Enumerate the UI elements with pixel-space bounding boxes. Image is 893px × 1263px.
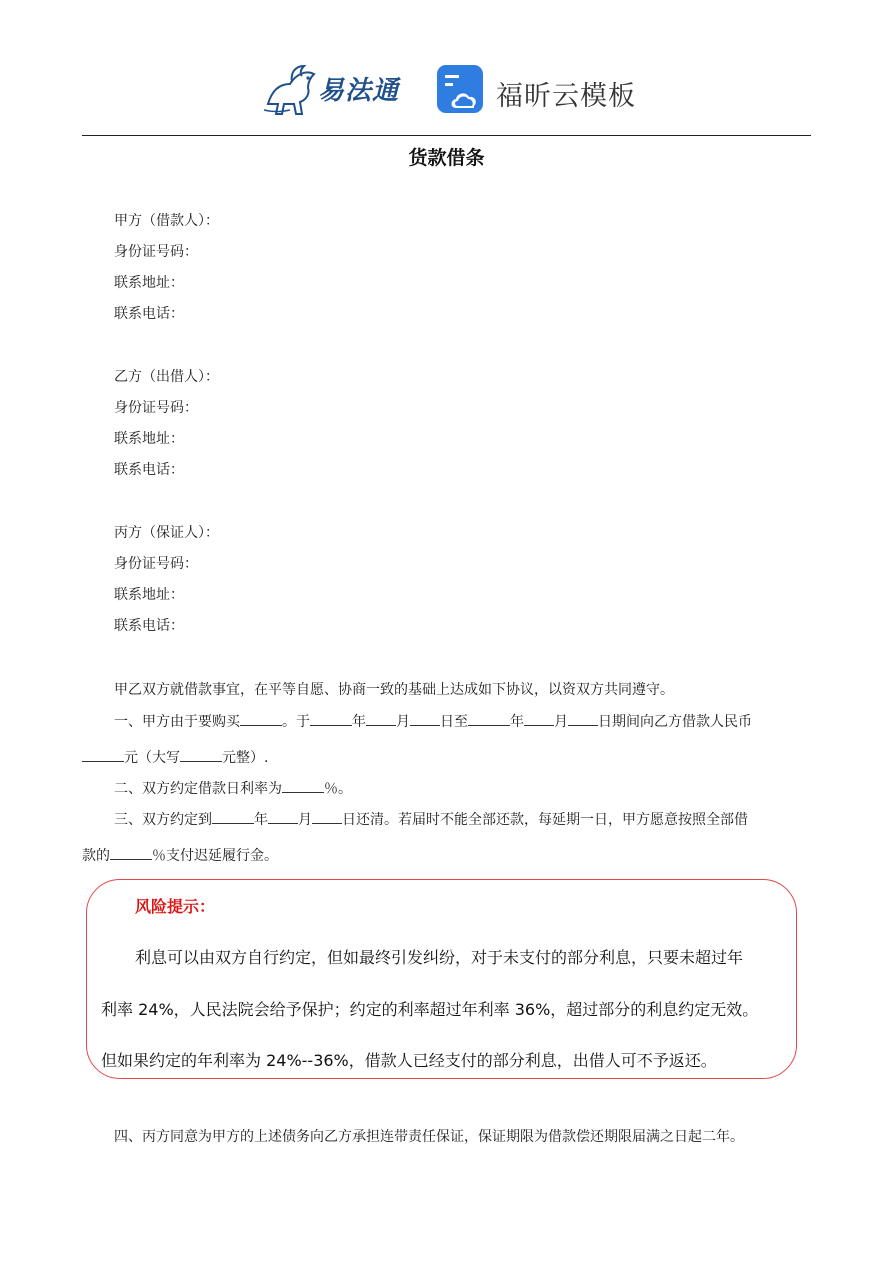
clause-3-line-2: [82, 845, 812, 866]
risk-notice-line-1: 利息可以由双方自行约定，但如最终引发纠纷，对于未支付的部分利息，只要未超过年: [135, 948, 744, 967]
penalty-rate-blank[interactable]: [110, 845, 152, 860]
clause-3-text: 月: [298, 812, 312, 828]
party-b-id-label: 身份证号码：: [114, 400, 198, 416]
clause-4: [82, 1127, 812, 1147]
clause-1-line-2: [82, 747, 812, 768]
qilin-icon: [262, 60, 320, 118]
clause-3-text: 款的: [82, 848, 110, 864]
party-b-address-label: 联系地址：: [114, 431, 184, 447]
amount-blank[interactable]: [82, 747, 124, 762]
header-logos: [0, 58, 893, 128]
daily-rate-blank[interactable]: [282, 778, 324, 793]
end-month-blank[interactable]: [524, 711, 554, 726]
cloud-template-icon: [436, 64, 486, 116]
clause-3-text: ％支付迟延履行金。: [152, 848, 278, 864]
clause-1-text: 。于: [282, 714, 310, 730]
start-month-blank[interactable]: [366, 711, 396, 726]
risk-notice-line-3: 但如果约定的年利率为 24%--36%，借款人已经支付的部分利息，出借人可不予返还。: [101, 1051, 717, 1070]
clause-2-text: 二、双方约定借款日利率为: [114, 781, 282, 797]
party-a-id-label: 身份证号码：: [114, 244, 198, 260]
risk-notice-line-2: 利率 24%，人民法院会给予保护；约定的利率超过年利率 36%，超过部分的利息约定无效。: [101, 1000, 759, 1019]
risk-notice-box: [86, 879, 797, 1079]
clause-2: [82, 778, 812, 799]
amount-uppercase-blank[interactable]: [180, 747, 222, 762]
start-day-blank[interactable]: [410, 711, 440, 726]
party-c-phone-label: 联系电话：: [114, 618, 184, 634]
start-year-blank[interactable]: [310, 711, 352, 726]
header-divider: [82, 135, 811, 136]
risk-notice-title: 风险提示：: [135, 897, 216, 916]
clause-1-text: 年: [510, 714, 524, 730]
party-c-address-label: 联系地址：: [114, 587, 184, 603]
end-year-blank[interactable]: [468, 711, 510, 726]
clause-1-text: 日期间向乙方借款人民币: [598, 714, 752, 730]
intro-text: 甲乙双方就借款事宜，在平等自愿、协商一致的基础上达成如下协议，以资双方共同遵守。: [114, 682, 674, 698]
clause-1-text: 年: [352, 714, 366, 730]
party-a-address-label: 联系地址：: [114, 275, 184, 291]
yifatong-logo: [262, 60, 412, 120]
yifatong-brand-text: 易法通: [318, 76, 400, 106]
party-a-phone-label: 联系电话：: [114, 306, 184, 322]
party-b-phone-label: 联系电话：: [114, 462, 184, 478]
party-a-label: 甲方（借款人）：: [114, 213, 219, 229]
repay-year-blank[interactable]: [212, 809, 254, 824]
clause-1-text: 月: [396, 714, 410, 730]
clause-1-text: 日至: [440, 714, 468, 730]
party-b-label: 乙方（出借人）：: [114, 369, 219, 385]
party-c-id-label: 身份证号码：: [114, 556, 198, 572]
purchase-item-blank[interactable]: [240, 711, 282, 726]
party-c-label: 丙方（保证人）：: [114, 525, 219, 541]
repay-month-blank[interactable]: [268, 809, 298, 824]
clause-1-text: 元（大写: [124, 750, 180, 766]
repay-day-blank[interactable]: [312, 809, 342, 824]
fuxin-logo: [436, 64, 636, 120]
document-title: 货款借条: [408, 147, 485, 169]
intro-paragraph: [82, 680, 812, 700]
clause-3-text: 年: [254, 812, 268, 828]
clause-3-line-1: [82, 809, 812, 830]
clause-1-text: 一、甲方由于要购买: [114, 714, 240, 730]
fuxin-brand-text: 福昕云模板: [496, 81, 636, 112]
clause-1-text: 元整）.: [222, 750, 269, 766]
clause-1-text: 月: [554, 714, 568, 730]
clause-3-text: 日还清。若届时不能全部还款，每延期一日，甲方愿意按照全部借: [342, 812, 748, 828]
clause-4-text: 四、丙方同意为甲方的上述债务向乙方承担连带责任保证，保证期限为借款偿还期限届满之日起二年。: [114, 1129, 744, 1145]
end-day-blank[interactable]: [568, 711, 598, 726]
clause-1-line-1: [82, 711, 812, 732]
clause-3-text: 三、双方约定到: [114, 812, 212, 828]
clause-2-text: ％。: [324, 781, 352, 797]
